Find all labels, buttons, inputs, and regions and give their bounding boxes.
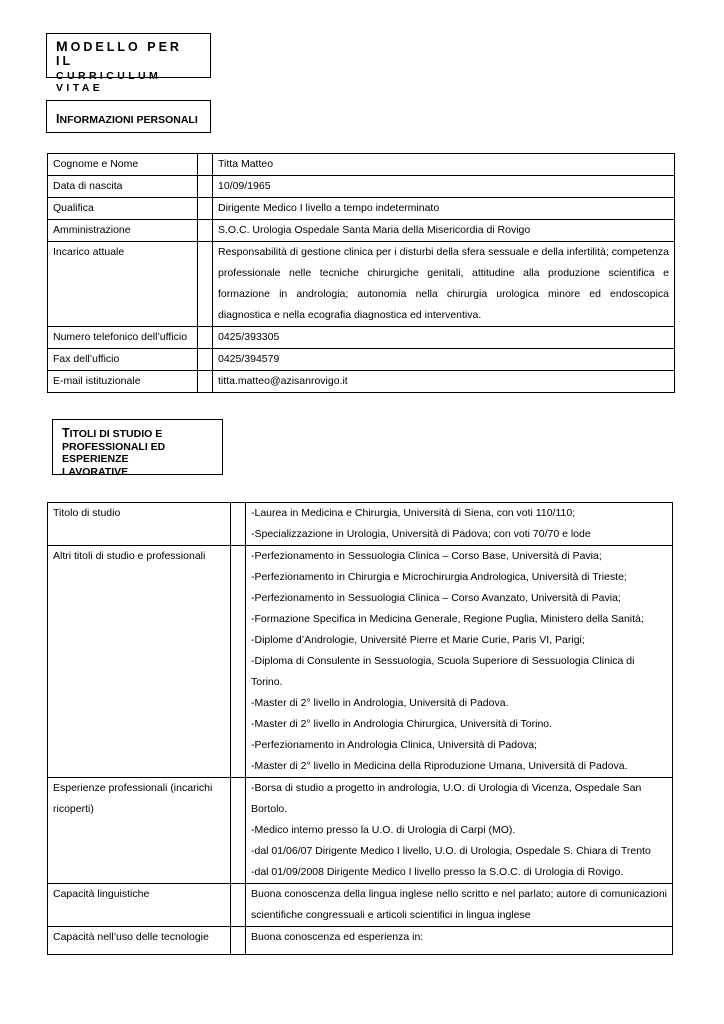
row-label: Fax dell’ufficio bbox=[48, 349, 198, 371]
row-label: Qualifica bbox=[48, 198, 198, 220]
table-row bbox=[48, 927, 673, 955]
cv-title-line1: MODELLO PER IL bbox=[56, 38, 182, 68]
row-label: E-mail istituzionale bbox=[48, 371, 198, 393]
row-value: -Laurea in Medicina e Chirurgia, Università di Siena, con voti 110/110; -Specializzazione in Urologia, Università di Padova; con voti 70/70 e lode bbox=[246, 503, 673, 546]
section-personal-info-heading: INFORMAZIONI PERSONALI bbox=[46, 100, 211, 133]
titles-table bbox=[47, 502, 673, 955]
personal-info-table bbox=[47, 153, 675, 393]
row-label: Altri titoli di studio e professionali bbox=[48, 546, 231, 778]
row-value: -Perfezionamento in Sessuologia Clinica – Corso Base, Università di Pavia; -Perfezionamento in Chirurgia e Microchirurgia Andrologica, Università di Trieste; -Perfezionamento in Sessuologia Clinica – Corso Avanzato, Università di Pavia; -Formazione Specifica in Medicina Generale, Regione Puglia, Ministero della Sanità; -Diplome d’Andrologie, Université Pierre et Marie Curie, Paris VI, Parigi; -Diploma di Consulente in Sessuologia, Scuola Superiore di Sessuologia Clinica di Torino. -Master di 2° livello in Andrologia, Università di Padova. -Master di 2° livello in Andrologia Chirurgica, Università di Torino. -Perfezionamento in Andrologia Clinica, Università di Padova; -Master di 2° livello in Medicina della Riproduzione Umana, Università di Padova. bbox=[246, 546, 673, 778]
cv-title-box bbox=[46, 33, 211, 94]
row-label: Incarico attuale bbox=[48, 242, 198, 327]
row-value: Buona conoscenza della lingua inglese nello scritto e nel parlato; autore di comunicazioni scientifiche congressuali e articoli scientifici in lingua inglese bbox=[246, 884, 673, 927]
row-value: Dirigente Medico I livello a tempo indeterminato bbox=[213, 198, 675, 220]
row-label: Data di nascita bbox=[48, 176, 198, 198]
row-label: Numero telefonico dell’ufficio bbox=[48, 327, 198, 349]
row-label: Esperienze professionali (incarichi ricoperti) bbox=[48, 778, 231, 884]
row-value: Responsabilità di gestione clinica per i disturbi della sfera sessuale e della infertilità; competenza professionale nelle tecniche chirurgiche genitali, attitudine alla produzione scientifica e formazione in andrologia; autonomia nella chirurgia urologica minore ed endoscopica diagnostica e nella ecografia diagnostica ed interventiva. bbox=[213, 242, 675, 327]
section-titles-heading: TITOLI DI STUDIO E PROFESSIONALI ED ESPERIENZE LAVORATIVE bbox=[52, 419, 223, 475]
table-row bbox=[48, 884, 673, 927]
row-value: 10/09/1965 bbox=[213, 176, 675, 198]
row-label: Cognome e Nome bbox=[48, 154, 198, 176]
row-value: 0425/394579 bbox=[213, 349, 675, 371]
table-row bbox=[48, 349, 675, 371]
row-value: Titta Matteo bbox=[213, 154, 675, 176]
row-label: Titolo di studio bbox=[48, 503, 231, 546]
table-row bbox=[48, 154, 675, 176]
row-value: -Borsa di studio a progetto in andrologia, U.O. di Urologia di Vicenza, Ospedale San Bortolo. -Medico interno presso la U.O. di Urologia di Carpi (MO). -dal 01/06/07 Dirigente Medico I livello, U.O. di Urologia, Ospedale S. Chiara di Trento -dal 01/09/2008 Dirigente Medico I livello presso la S.O.C. di Urologia di Rovigo. bbox=[246, 778, 673, 884]
table-row bbox=[48, 778, 673, 884]
row-label: Capacità nell’uso delle tecnologie bbox=[48, 927, 231, 955]
table-row bbox=[48, 503, 673, 546]
row-value: S.O.C. Urologia Ospedale Santa Maria della Misericordia di Rovigo bbox=[213, 220, 675, 242]
row-value: 0425/393305 bbox=[213, 327, 675, 349]
table-row bbox=[48, 242, 675, 327]
row-value: titta.matteo@azisanrovigo.it bbox=[213, 371, 675, 393]
table-row bbox=[48, 198, 675, 220]
table-row bbox=[48, 176, 675, 198]
row-value: Buona conoscenza ed esperienza in: bbox=[246, 927, 673, 955]
table-row bbox=[48, 371, 675, 393]
table-row bbox=[48, 220, 675, 242]
row-label: Amministrazione bbox=[48, 220, 198, 242]
table-row bbox=[48, 546, 673, 778]
row-label: Capacità linguistiche bbox=[48, 884, 231, 927]
table-row bbox=[48, 327, 675, 349]
cv-title-line2: CURRICULUM VITAE bbox=[56, 70, 162, 94]
